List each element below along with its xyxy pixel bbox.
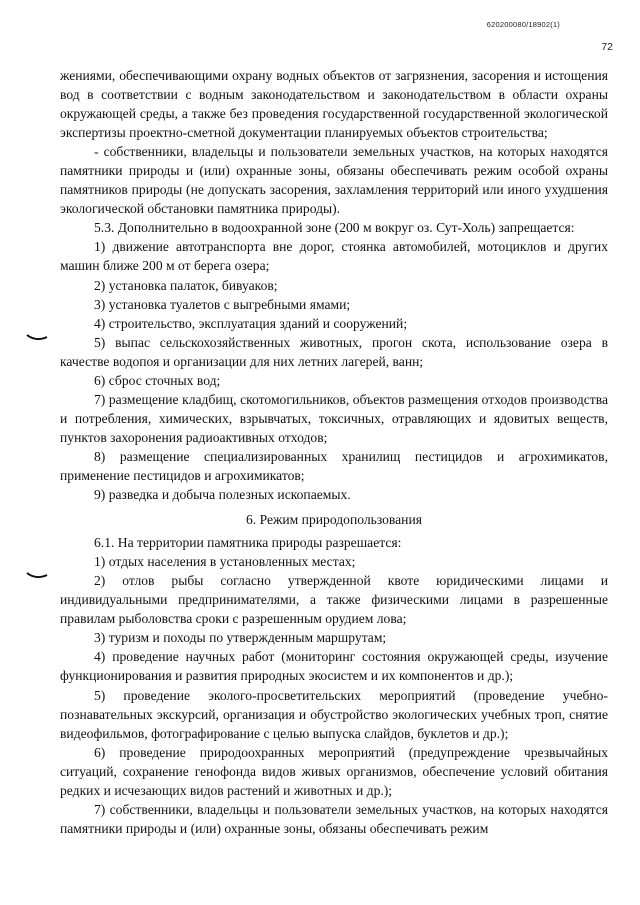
section-heading: 6. Режим природопользования <box>246 512 422 528</box>
list-item: 1) движение автотранспорта вне дорог, стоянка автомобилей, мотоциклов и других машин ближе 200 м от берега озера; <box>60 239 608 274</box>
list-item: 7) собственники, владельцы и пользователи земельных участков, на которых находятся памятники природы и (или) охранные зоны, обязаны обеспечивать режим <box>60 801 608 836</box>
list-item: 2) отлов рыбы согласно утвержденной квоте юридическими лицами и индивидуальными предпринимателями, а также физическими лицами в разрешенные правилам рыболовства сроки с разрешенным орудием лова; <box>60 573 608 627</box>
list-item: 7) размещение кладбищ, скотомогильников, объектов размещения отходов производства и потребления, химических, взрывчатых, токсичных, отравляющих и ядовитых веществ, пунктов захоронения радиоактивных отходов; <box>60 391 608 445</box>
list-item: 3) туризм и походы по утвержденным маршрутам; <box>94 630 387 646</box>
list-item: 5) проведение эколого-просветительских мероприятий (проведение учебно-познавательных экскурсий, организация и обустройство экологических учебных троп, снятие видеофильмов, фотографирование с целью выпуска слайдов, буклетов и др.); <box>60 687 608 741</box>
paragraph: 5.3. Дополнительно в водоохранной зоне (200 м вокруг оз. Сут-Холь) запрещается: <box>94 220 575 236</box>
list-item: 1) отдых населения в установленных местах; <box>94 554 356 570</box>
list-item: 4) строительство, эксплуатация зданий и сооружений; <box>94 315 408 331</box>
paragraph: жениями, обеспечивающими охрану водных объектов от загрязнения, засорения и истощения вод в соответствии с водным законодательством и законодательством в области охраны окружающей среды, а также без проведения государственной государственной экологической экспертизы проектно-сметной документации планируемых объектов строительства; <box>60 68 608 141</box>
document-id: 620200080/18902(1) <box>486 20 560 29</box>
curved-scan-mark-icon <box>26 333 48 343</box>
page-number: 72 <box>601 41 613 53</box>
paragraph: - собственники, владельцы и пользователи земельных участков, на которых находятся памятники природы и (или) охранные зоны, обязаны обеспечивать режим особой охраны памятников природы (не допускать засорения, захламления территорий или иного ухудшения экологической обстановки памятника природы). <box>60 144 608 217</box>
list-item: 3) установка туалетов с выгребными ямами; <box>94 296 351 312</box>
list-item: 8) размещение специализированных хранилищ пестицидов и агрохимикатов, применение пестицидов и агрохимикатов; <box>60 448 608 483</box>
list-item: 9) разведка и добыча полезных ископаемых. <box>94 487 351 503</box>
paragraph: 6.1. На территории памятника природы разрешается: <box>94 535 402 551</box>
list-item: 2) установка палаток, бивуаков; <box>94 277 278 293</box>
list-item: 6) сброс сточных вод; <box>94 372 221 388</box>
list-item: 6) проведение природоохранных мероприятий (предупреждение чрезвычайных ситуаций, сохранение генофонда видов живых организмов, обеспечение условий обитания редких и исчезающих видов растений и животных и др.); <box>60 744 608 798</box>
list-item: 5) выпас сельскохозяйственных животных, прогон скота, использование озера в качестве водопоя и организации для них летних лагерей, ванн; <box>60 334 608 369</box>
list-item: 4) проведение научных работ (мониторинг состояния окружающей среды, изучение функционирования и развития природных экосистем и их компонентов и др.); <box>60 649 608 684</box>
curved-scan-mark-icon <box>26 571 48 581</box>
document-body <box>60 66 608 838</box>
